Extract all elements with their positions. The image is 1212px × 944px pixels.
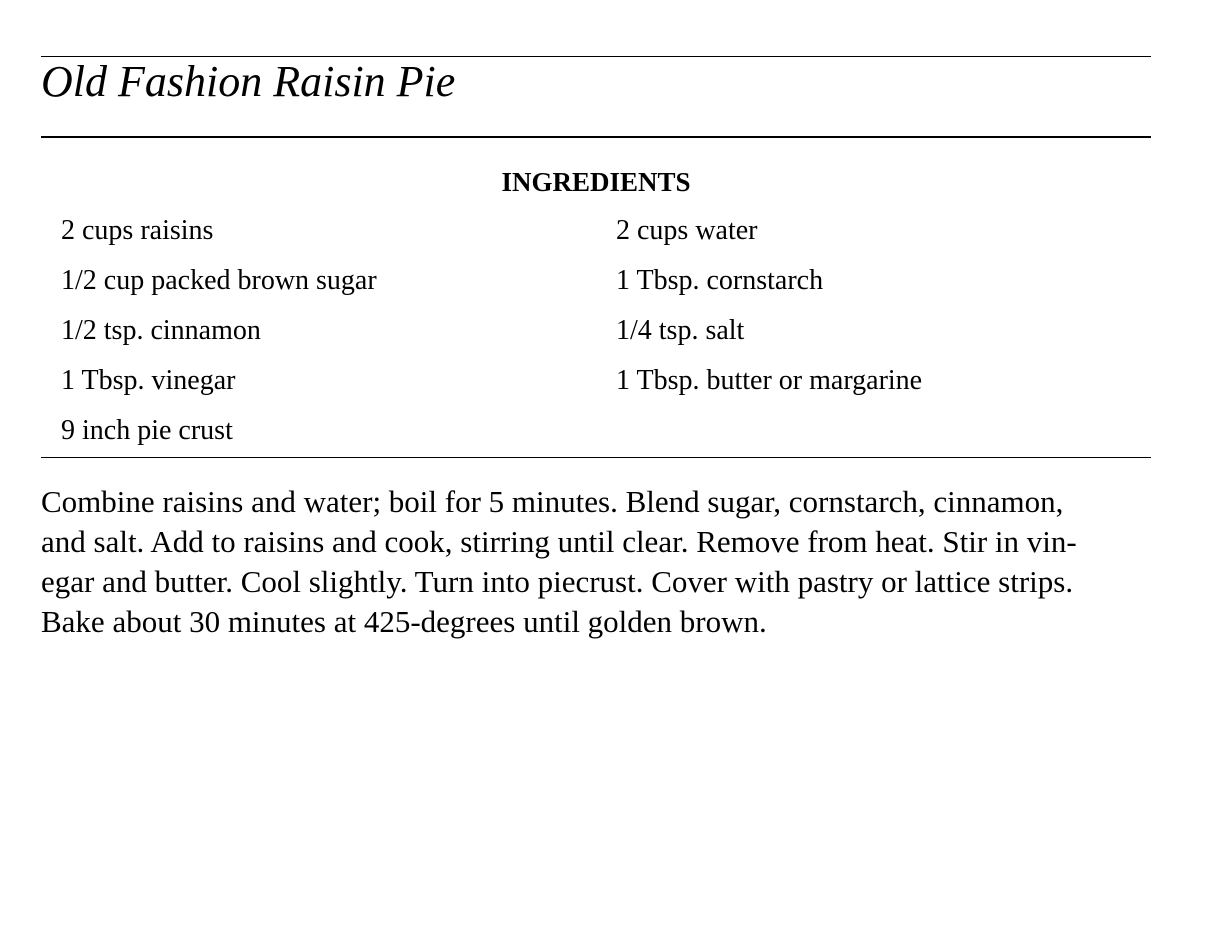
directions-text [41,482,1151,642]
ingredient-item: 2 cups raisins [61,215,214,246]
ingredient-item: 1 Tbsp. cornstarch [616,265,824,296]
title-divider [41,136,1151,138]
ingredient-item: 1/2 tsp. cinnamon [61,315,261,346]
directions-line: Combine raisins and water; boil for 5 minutes. Blend sugar, cornstarch, cinnamon, [41,484,1064,519]
ingredient-item: 9 inch pie crust [61,415,233,446]
ingredients-heading: INGREDIENTS [501,167,691,197]
ingredient-item: 2 cups water [616,215,758,246]
directions-line: Bake about 30 minutes at 425-degrees until golden brown. [41,604,767,639]
ingredients-divider [41,457,1151,458]
directions-line: and salt. Add to raisins and cook, stirring until clear. Remove from heat. Stir in vin- [41,524,1077,559]
directions-line: egar and butter. Cool slightly. Turn into piecrust. Cover with pastry or lattice strips. [41,564,1074,599]
ingredient-item: 1/2 cup packed brown sugar [61,265,377,296]
ingredients-list [61,213,1151,463]
ingredient-item: 1 Tbsp. vinegar [61,365,236,396]
ingredient-item: 1/4 tsp. salt [616,315,745,346]
recipe-title: Old Fashion Raisin Pie [41,57,456,106]
ingredient-item: 1 Tbsp. butter or margarine [616,365,923,396]
